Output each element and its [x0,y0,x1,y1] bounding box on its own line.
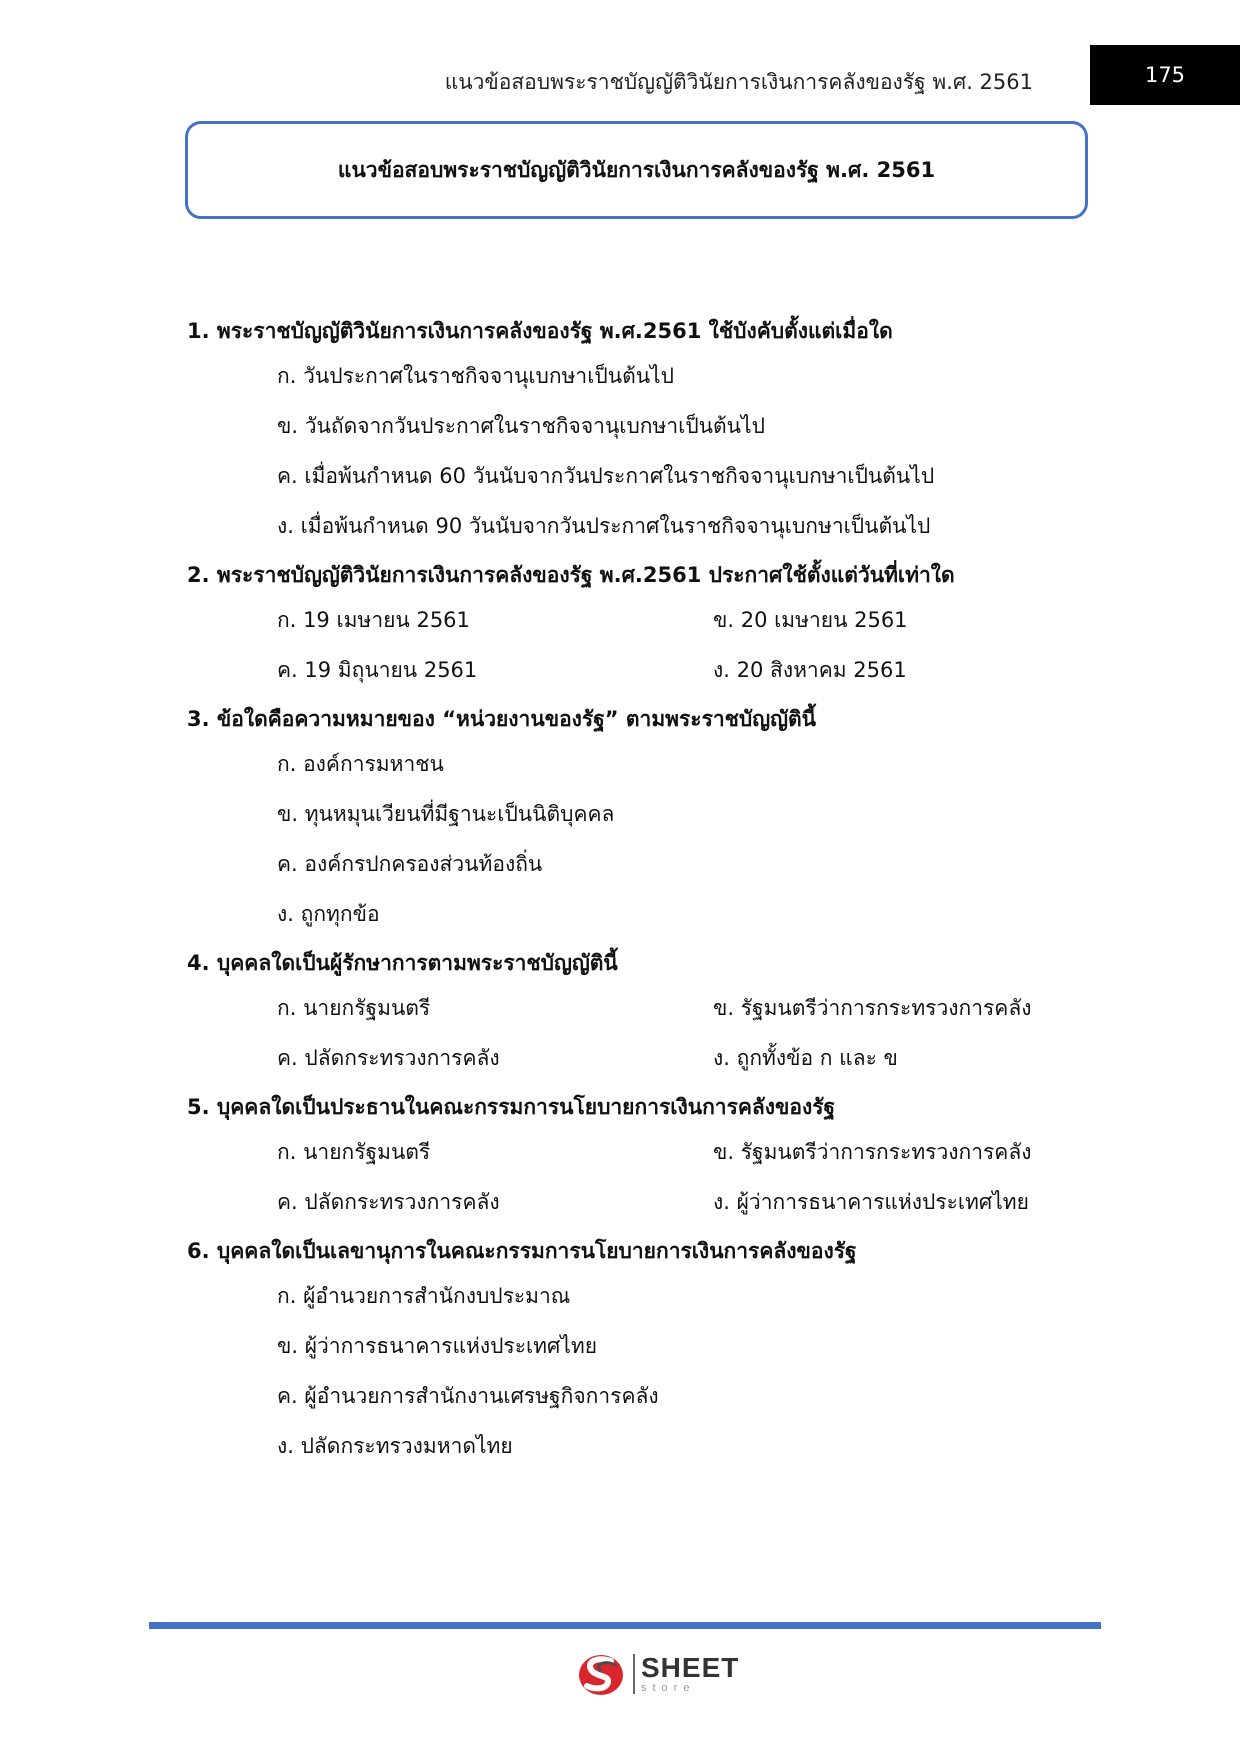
choice: ง. ผู้ว่าการธนาคารแห่งประเทศไทย [713,1190,1029,1214]
logo-divider [633,1654,635,1694]
choice-grid [187,983,1087,1083]
question-6 [187,1231,1087,1471]
choice-grid [187,1127,1087,1227]
question-stem: 3. ข้อใดคือความหมายของ “หน่วยงานของรัฐ” ตามพระราชบัญญัตินี้ [187,707,817,731]
choice: ค. ปลัดกระทรวงการคลัง [277,1190,500,1214]
choice: ข. วันถัดจากวันประกาศในราชกิจจานุเบกษาเป็นต้นไป [277,414,765,438]
question-list [187,307,1087,1471]
page-title: แนวข้อสอบพระราชบัญญัติวินัยการเงินการคลังของรัฐ พ.ศ. 2561 [337,157,936,182]
choice: ง. ปลัดกระทรวงมหาดไทย [277,1434,513,1458]
running-header: แนวข้อสอบพระราชบัญญัติวินัยการเงินการคลังของรัฐ พ.ศ. 2561 [444,70,1033,94]
question-stem: 2. พระราชบัญญัติวินัยการเงินการคลังของรัฐ พ.ศ.2561 ประกาศใช้ตั้งแต่วันที่เท่าใด [187,563,955,587]
choice-grid [187,595,1087,695]
logo-main-text: SHEET [641,1652,740,1683]
question-3 [187,699,1087,939]
question-stem: 5. บุคคลใดเป็นประธานในคณะกรรมการนโยบายการเงินการคลังของรัฐ [187,1095,836,1119]
question-stem: 1. พระราชบัญญัติวินัยการเงินการคลังของรัฐ พ.ศ.2561 ใช้บังคับตั้งแต่เมื่อใด [187,319,893,343]
logo-sub-text: store [641,1682,696,1694]
choice: ง. 20 สิงหาคม 2561 [713,658,907,682]
question-stem: 4. บุคคลใดเป็นผู้รักษาการตามพระราชบัญญัตินี้ [187,951,618,975]
sheet-store-s-icon [575,1648,627,1700]
choice: ก. องค์การมหาชน [277,752,444,776]
question-4 [187,943,1087,1083]
question-stem: 6. บุคคลใดเป็นเลขานุการในคณะกรรมการนโยบายการเงินการคลังของรัฐ [187,1239,857,1263]
choice: ข. ผู้ว่าการธนาคารแห่งประเทศไทย [277,1334,598,1358]
choice: ก. นายกรัฐมนตรี [277,996,431,1020]
choice: ก. นายกรัฐมนตรี [277,1140,431,1164]
question-5 [187,1087,1087,1227]
choice: ง. ถูกทั้งข้อ ก และ ข [713,1046,898,1070]
choice: ง. ถูกทุกข้อ [277,902,380,926]
choice: ค. ผู้อำนวยการสำนักงานเศรษฐกิจการคลัง [277,1384,659,1408]
question-1 [187,311,1087,551]
question-2 [187,555,1087,695]
choice: ค. 19 มิถุนายน 2561 [277,658,478,682]
sheet-store-logo [575,1648,739,1700]
title-box [185,121,1088,219]
choice: ค. องค์กรปกครองส่วนท้องถิ่น [277,852,543,876]
choice: ข. รัฐมนตรีว่าการกระทรวงการคลัง [713,1140,1032,1164]
choice: ค. ปลัดกระทรวงการคลัง [277,1046,500,1070]
footer-rule [149,1622,1101,1629]
choice: ข. ทุนหมุนเวียนที่มีฐานะเป็นนิติบุคคล [277,802,615,826]
choice: ข. 20 เมษายน 2561 [713,608,908,632]
choice: ก. วันประกาศในราชกิจจานุเบกษาเป็นต้นไป [277,364,674,388]
page-number: 175 [1090,45,1240,105]
logo-wordmark [641,1654,739,1694]
choice: ง. เมื่อพ้นกำหนด 90 วันนับจากวันประกาศในราชกิจจานุเบกษาเป็นต้นไป [277,514,931,538]
choice: ก. 19 เมษายน 2561 [277,608,470,632]
choice: ข. รัฐมนตรีว่าการกระทรวงการคลัง [713,996,1032,1020]
choice: ค. เมื่อพ้นกำหนด 60 วันนับจากวันประกาศในราชกิจจานุเบกษาเป็นต้นไป [277,464,935,488]
choice: ก. ผู้อำนวยการสำนักงบประมาณ [277,1284,571,1308]
